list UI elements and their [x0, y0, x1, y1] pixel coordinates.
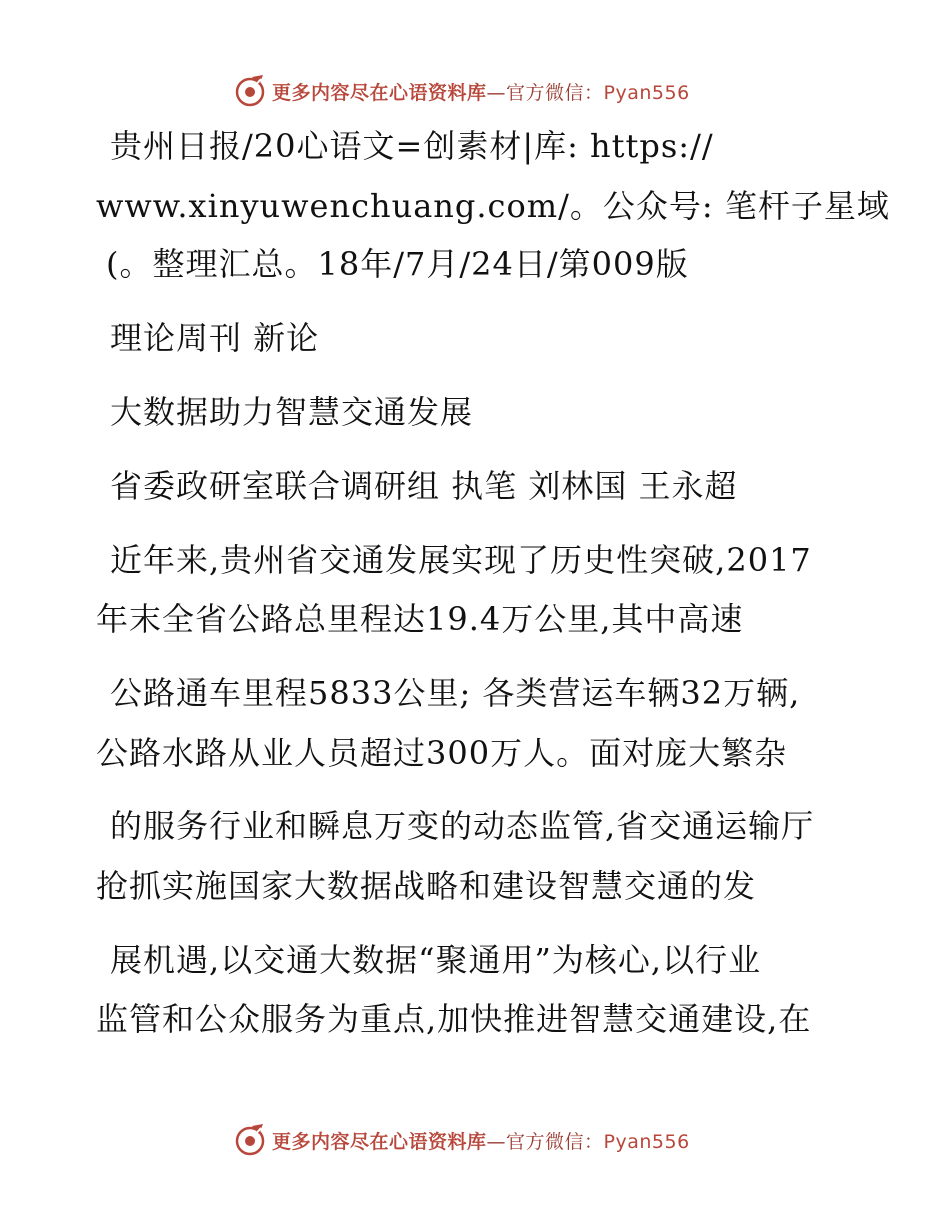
- body-line: 近年来,贵州省交通发展实现了历史性突破,2017: [110, 541, 812, 579]
- body-line: 的服务行业和瞬息万变的动态监管,省交通运输厅: [110, 807, 815, 845]
- body-line: 展机遇,以交通大数据“聚通用”为核心,以行业: [110, 941, 762, 979]
- banner-text: [272, 78, 690, 105]
- article-title: 大数据助力智慧交通发展: [110, 393, 474, 431]
- banner-site-name: 更多内容尽在心语资料库: [272, 1130, 487, 1153]
- body-line: www.xinyuwenchuang.com/。公众号: 笔杆子星域: [96, 187, 890, 225]
- footer-banner: [232, 1120, 690, 1160]
- section-label: 理论周刊 新论: [110, 319, 320, 357]
- header-banner: [232, 71, 690, 111]
- body-line: 年末全省公路总里程达19.4万公里,其中高速: [96, 600, 744, 638]
- pen-logo-icon: [232, 1122, 268, 1158]
- banner-site-name: 更多内容尽在心语资料库: [272, 81, 487, 104]
- banner-wechat-id: Pyan556: [603, 1130, 690, 1153]
- body-line: 公路通车里程5833公里; 各类营运车辆32万辆,: [110, 674, 801, 712]
- banner-wechat-id: Pyan556: [603, 81, 690, 104]
- pen-logo-icon: [232, 73, 268, 109]
- article-byline: 省委政研室联合调研组 执笔 刘林国 王永超: [110, 467, 738, 505]
- body-line: 监管和公众服务为重点,加快推进智慧交通建设,在: [96, 1000, 812, 1038]
- body-line: (。整理汇总。18年/7月/24日/第009版: [106, 245, 689, 283]
- banner-wechat-label: —官方微信：: [486, 81, 604, 104]
- body-line: 公路水路从业人员超过300万人。面对庞大繁杂: [96, 734, 788, 772]
- banner-wechat-label: —官方微信：: [486, 1130, 604, 1153]
- banner-text: [272, 1127, 690, 1154]
- body-line: 贵州日报/20心语文=创素材|库: https://: [110, 127, 714, 165]
- body-line: 抢抓实施国家大数据战略和建设智慧交通的发: [96, 867, 757, 905]
